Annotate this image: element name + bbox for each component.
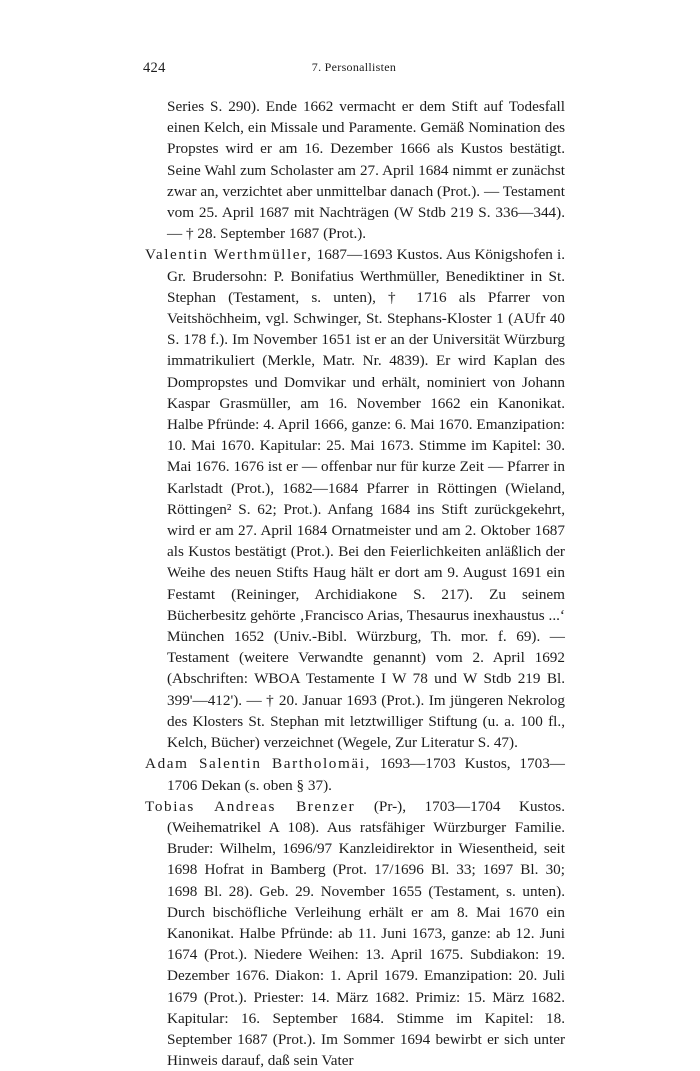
entry-text: Series S. 290). Ende 1662 vermacht er dem Stift auf Todesfall einen Kelch, ein Missale und Paramente. Gemäß Nomination des Propstes wird er am 16. Dezember 1666 als Kustos bestätigt. Seine Wahl zum Scholaster am 27. April 1684 nimmt er zunächst zwar an, verzichtet aber unmittelbar danach (Prot.). — Testament vom 25. April 1687 mit Nachträgen (W Stdb 219 S. 336—344). — † 28. September 1687 (Prot.). <box>167 98 565 243</box>
running-head: 7. Personallisten <box>311 60 397 74</box>
page-number: 424 <box>143 60 166 76</box>
entry-brenzer <box>145 796 565 1071</box>
entry-continuation <box>145 96 565 244</box>
entry-text: (Pr-), 1703—1704 Kustos. (Weihematrikel A 108). Aus ratsfähiger Würzburger Familie. Bruder: Wilhelm, 1696/97 Kanzleidirektor in Wiesentheid, seit 1698 Hofrat in Bamberg (Prot. 17/1696 Bl. 33; 1697 Bl. 30; 1698 Bl. 28). Geb. 29. November 1655 (Testament, s. unten). Durch bischöfliche Verleihung erhält er am 8. Mai 1670 ein Kanonikat. Halbe Pfründe: ab 11. Juni 1673, ganze: ab 12. Juni 1674 (Prot.). Niedere Weihen: 13. April 1675. Subdiakon: 19. Dezember 1676. Diakon: 1. April 1679. Emanzipation: 20. Juli 1679 (Prot.). Priester: 14. März 1682. Primiz: 15. März 1682. Kapitular: 16. September 1684. Stimme im Kapitel: 18. September 1687 (Prot.). Im Sommer 1694 bewirbt er sich unter Hinweis darauf, daß sein Vater <box>167 797 565 1070</box>
entry-name: Adam Salentin Bartholomäi, <box>145 755 371 773</box>
entry-name: Valentin Werthmüller, <box>145 246 313 264</box>
entry-text: 1693—1703 Kustos, 1703—1706 Dekan (s. oben § 37). <box>167 755 565 794</box>
entry-bartholomaei <box>145 753 565 795</box>
page-header <box>143 60 565 80</box>
body-text <box>145 96 565 1071</box>
entry-text: 1687—1693 Kustos. Aus Königshofen i. Gr. Brudersohn: P. Bonifatius Werthmüller, Benediktiner in St. Stephan (Testament, s. unten), † 1716 als Pfarrer von Veitshöchheim, vgl. Schwinger, St. Stephans-Kloster 1 (AUfr 40 S. 178 f.). Im November 1651 ist er an der Universität Würzburg immatrikuliert (Merkle, Matr. Nr. 4839). Er wird Kaplan des Dompropstes und Domvikar und erhält, nominiert von Johann Kaspar Grasmüller, am 16. November 1662 ein Kanonikat. Halbe Pfründe: 4. April 1666, ganze: 6. Mai 1670. Emanzipation: 10. Mai 1670. Kapitular: 25. Mai 1673. Stimme im Kapitel: 30. Mai 1676. 1676 ist er — offenbar nur für kurze Zeit — Pfarrer in Karlstadt (Prot.), 1682—1684 Pfarrer in Röttingen (Wieland, Röttingen² S. 62; Prot.). Anfang 1684 ins Stift zurückgekehrt, wird er am 27. April 1684 Ornatmeister und am 2. Oktober 1687 als Kustos bestätigt (Prot.). Bei den Feierlichkeiten anläßlich der Weihe des neuen Stifts Haug hält er dort am 9. August 1691 ein Festamt (Reininger, Archidiakone S. 217). Zu seinem Bücherbesitz gehörte ‚Francisco Arias, Thesaurus inexhaustus ...‘ München 1652 (Univ.-Bibl. Würzburg, Th. mor. f. 69). — Testament (weitere Verwandte genannt) vom 2. April 1692 (Abschriften: WBOA Testamente I W 78 und W Stdb 219 Bl. 399'—412'). — † 20. Januar 1693 (Prot.). Im jüngeren Nekrolog des Klosters St. Stephan mit letztwilliger Stiftung (u. a. 100 fl., Kelch, Bücher) verzeichnet (Wegele, Zur Literatur S. 47). <box>167 246 565 752</box>
entry-name: Tobias Andreas Brenzer <box>145 797 356 815</box>
entry-werthmueller <box>145 244 565 753</box>
